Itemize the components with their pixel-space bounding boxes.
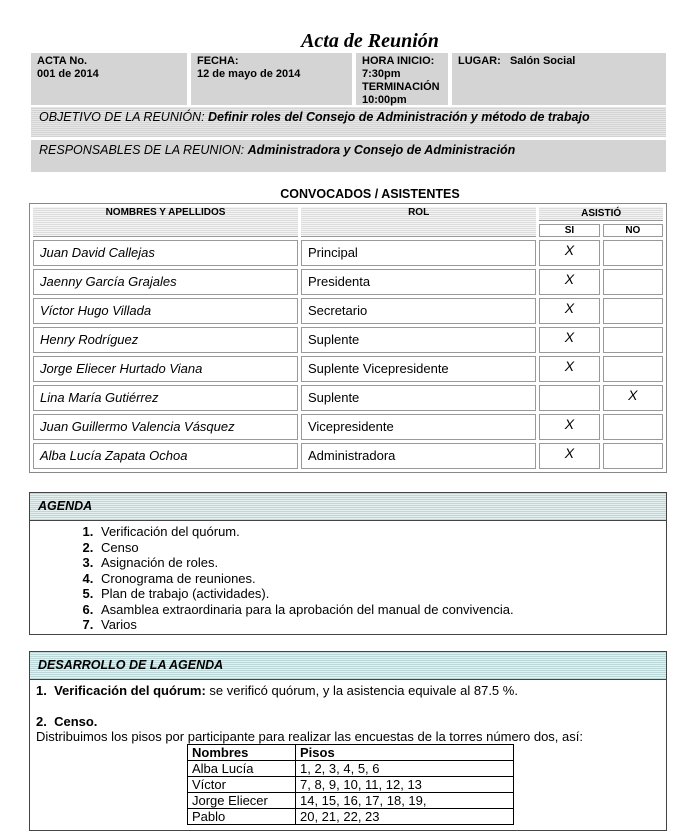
pisos-table (187, 744, 514, 825)
attendee-name: Víctor Hugo Villada (33, 298, 298, 324)
responsables-value: Administradora y Consejo de Administración (247, 143, 516, 157)
table-row (188, 761, 514, 777)
attendee-si: X (539, 414, 599, 440)
lugar-value: Salón Social (509, 55, 576, 67)
table-row (33, 269, 663, 295)
pisos-value: 1, 2, 3, 4, 5, 6 (296, 761, 514, 777)
attendee-no (603, 269, 663, 295)
attendee-rol: Suplente (301, 385, 536, 411)
pisos-nombre: Víctor (188, 777, 296, 793)
attendee-name: Jaenny García Grajales (33, 269, 298, 295)
attendee-no (603, 240, 663, 266)
attendee-no (603, 298, 663, 324)
attendee-rol: Vicepresidente (301, 414, 536, 440)
agenda-item: 7. Varios (97, 617, 666, 633)
item2-num: 2. (36, 714, 47, 729)
fecha-cell (191, 53, 352, 105)
attendee-no (603, 414, 663, 440)
attendee-no (603, 443, 663, 469)
terminacion-label: TERMINACIÓN (362, 81, 440, 93)
fecha-label: FECHA: (197, 55, 239, 67)
attendee-no (603, 327, 663, 353)
desarrollo-box (29, 651, 667, 831)
pisos-nombre: Jorge Eliecer (188, 793, 296, 809)
table-row (33, 385, 663, 411)
objetivo-band (31, 107, 666, 137)
agenda-item: 5. Plan de trabajo (actividades). (97, 586, 666, 602)
table-row (33, 443, 663, 469)
attendees-table (29, 203, 667, 473)
attendee-no (603, 356, 663, 382)
attendee-si: X (539, 443, 599, 469)
attendee-si: X (539, 240, 599, 266)
table-row (33, 327, 663, 353)
pisos-value: 20, 21, 22, 23 (296, 809, 514, 825)
acta-label: ACTA No. (37, 55, 88, 67)
header-row (31, 53, 666, 105)
agenda-box (29, 492, 667, 635)
hora-cell (356, 53, 448, 105)
attendee-name: Juan David Callejas (33, 240, 298, 266)
agenda-item: 2. Censo (97, 540, 666, 556)
desarrollo-item-1 (36, 683, 660, 698)
col-no-header: NO (603, 224, 663, 237)
col-asistio-header: ASISTIÓ (539, 207, 663, 221)
attendee-no: X (603, 385, 663, 411)
attendee-name: Henry Rodríguez (33, 327, 298, 353)
agenda-item: 3. Asignación de roles. (97, 555, 666, 571)
col-name-header: NOMBRES Y APELLIDOS (33, 207, 298, 237)
acta-cell (31, 53, 187, 105)
table-row (33, 298, 663, 324)
attendee-si: X (539, 356, 599, 382)
responsables-label: RESPONSABLES DE LA REUNION: (39, 143, 245, 157)
lugar-cell (452, 53, 666, 105)
desarrollo-item-2 (36, 714, 660, 729)
table-row (33, 240, 663, 266)
table-row (33, 414, 663, 440)
attendee-name: Lina María Gutiérrez (33, 385, 298, 411)
attendee-rol: Suplente Vicepresidente (301, 356, 536, 382)
desarrollo-body (30, 680, 666, 747)
attendee-si: X (539, 269, 599, 295)
agenda-item: 1. Verificación del quórum. (97, 524, 666, 540)
pisos-value: 14, 15, 16, 17, 18, 19, (296, 793, 514, 809)
item1-label: Verificación del quórum: (54, 683, 206, 698)
item1-num: 1. (36, 683, 47, 698)
lugar-label: LUGAR: (458, 55, 501, 67)
pisos-value: 7, 8, 9, 10, 11, 12, 13 (296, 777, 514, 793)
attendee-si: X (539, 298, 599, 324)
agenda-title: AGENDA (30, 493, 666, 521)
attendee-rol: Principal (301, 240, 536, 266)
objetivo-value: Definir roles del Consejo de Administración y método de trabajo (208, 110, 590, 124)
attendee-name: Alba Lucía Zapata Ochoa (33, 443, 298, 469)
table-row (188, 809, 514, 825)
attendee-name: Jorge Eliecer Hurtado Viana (33, 356, 298, 382)
agenda-list (30, 521, 666, 633)
table-row (33, 356, 663, 382)
col-rol-header: ROL (301, 207, 536, 237)
acta-value: 001 de 2014 (37, 68, 99, 80)
col-si-header: SI (539, 224, 599, 237)
objetivo-label: OBJETIVO DE LA REUNIÓN: (39, 110, 205, 124)
hora-inicio-label: HORA INICIO: (362, 55, 435, 67)
table-row (188, 777, 514, 793)
agenda-item: 6. Asamblea extraordinaria para la aprobación del manual de convivencia. (97, 602, 666, 618)
document-title: Acta de Reunión (301, 30, 439, 52)
terminacion-value: 10:00pm (362, 94, 407, 106)
attendee-si (539, 385, 599, 411)
attendee-rol: Secretario (301, 298, 536, 324)
attendee-rol: Administradora (301, 443, 536, 469)
pisos-nombre: Alba Lucía (188, 761, 296, 777)
attendee-name: Juan Guillermo Valencia Vásquez (33, 414, 298, 440)
item2-text: Distribuimos los pisos por participante para realizar las encuestas de la torres número dos, así: (36, 729, 583, 744)
item1-text: se verificó quórum, y la asistencia equivale al 87.5 %. (205, 683, 518, 698)
item2-label: Censo. (54, 714, 98, 729)
table-row (188, 793, 514, 809)
attendee-rol: Suplente (301, 327, 536, 353)
attendee-rol: Presidenta (301, 269, 536, 295)
pisos-nombre: Pablo (188, 809, 296, 825)
desarrollo-title: DESARROLLO DE LA AGENDA (30, 652, 666, 680)
pisos-header-pisos: Pisos (296, 745, 514, 761)
agenda-item: 4. Cronograma de reuniones. (97, 571, 666, 587)
pisos-header-nombres: Nombres (188, 745, 296, 761)
fecha-value: 12 de mayo de 2014 (197, 68, 301, 80)
responsables-band (31, 140, 666, 172)
hora-inicio-value: 7:30pm (362, 68, 401, 80)
attendee-si: X (539, 327, 599, 353)
attendees-title: CONVOCADOS / ASISTENTES (280, 187, 460, 201)
